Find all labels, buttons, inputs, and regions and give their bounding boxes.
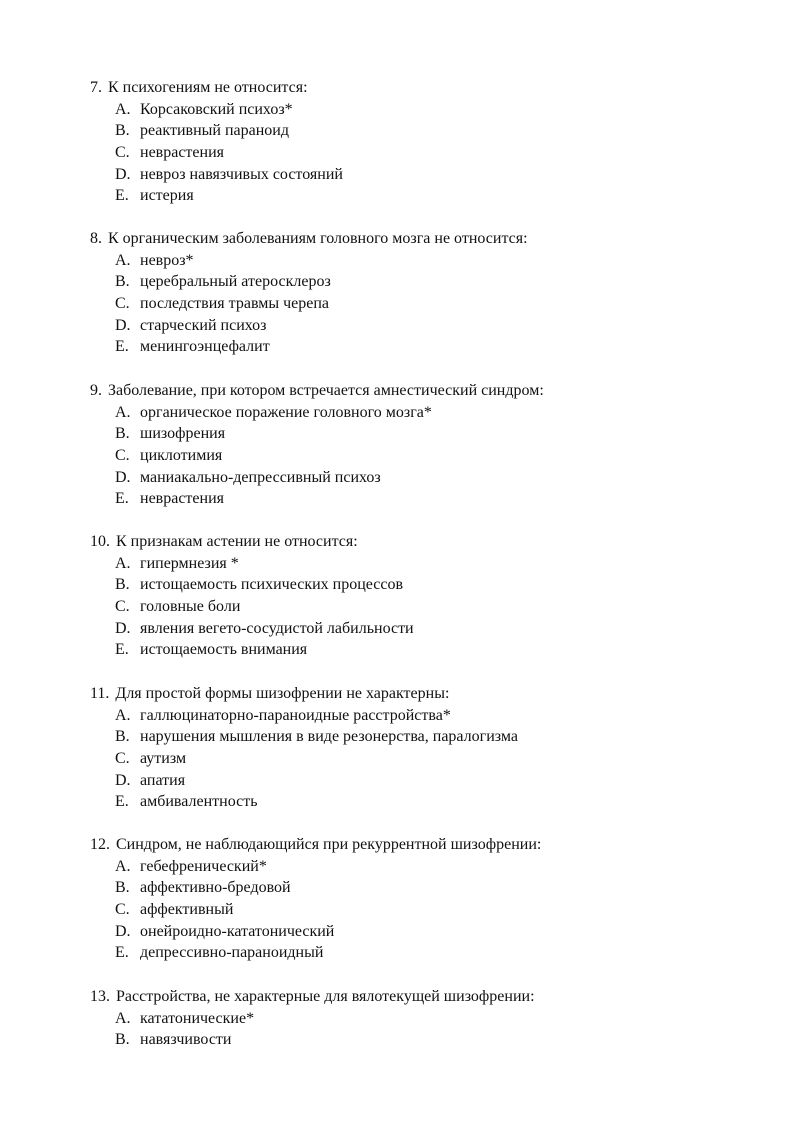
option-letter: A. — [115, 706, 131, 724]
question-text — [90, 380, 544, 402]
option-a — [115, 553, 414, 575]
option-text: последствия травмы черепа — [140, 295, 330, 313]
question-number: 9. — [90, 382, 102, 399]
option-e — [115, 488, 432, 510]
option-letter: B. — [115, 122, 130, 140]
option-letter: E. — [115, 641, 129, 659]
option-text: менингоэнцефалит — [140, 338, 270, 356]
option-text: амбивалентность — [140, 793, 258, 811]
option-letter: B. — [115, 1031, 130, 1049]
option-letter: A. — [115, 403, 131, 421]
option-letter: C. — [115, 295, 130, 313]
options-list — [115, 99, 343, 207]
question-text — [90, 531, 358, 553]
option-text: невроз* — [140, 251, 194, 269]
option-text: галлюцинаторно-параноидные расстройства* — [140, 706, 451, 724]
option-letter: D. — [115, 165, 131, 183]
question-text — [90, 834, 541, 856]
option-text: органическое поражение головного мозга* — [140, 403, 432, 421]
option-e — [115, 336, 331, 358]
option-text: явления вегето-сосудистой лабильности — [140, 619, 414, 637]
option-text: онейроидно-кататонический — [140, 922, 335, 940]
option-letter: E. — [115, 187, 129, 205]
option-letter: D. — [115, 619, 131, 637]
question-number: 13. — [90, 988, 110, 1005]
option-text: Корсаковский психоз* — [140, 100, 293, 118]
option-b — [115, 120, 343, 142]
option-letter: A. — [115, 857, 131, 875]
option-text: аутизм — [140, 750, 187, 768]
option-letter: E. — [115, 490, 129, 508]
option-letter: C. — [115, 447, 130, 465]
question-number: 11. — [90, 685, 110, 702]
option-text: реактивный параноид — [140, 122, 289, 140]
option-c — [115, 293, 331, 315]
option-letter: D. — [115, 922, 131, 940]
option-a — [115, 705, 518, 727]
question-stem: Синдром, не наблюдающийся при рекуррентной шизофрении: — [116, 836, 542, 853]
option-text: истерия — [140, 187, 194, 205]
option-b — [115, 271, 331, 293]
option-a — [115, 402, 432, 424]
option-letter: E. — [115, 793, 129, 811]
question-text — [90, 77, 308, 99]
option-text: неврастения — [140, 490, 224, 508]
option-text: депрессивно-параноидный — [140, 944, 324, 962]
option-letter: D. — [115, 316, 131, 334]
question-stem: К признакам астении не относится: — [116, 533, 358, 550]
option-letter: C. — [115, 901, 130, 919]
option-c — [115, 596, 414, 618]
option-letter: A. — [115, 554, 131, 572]
option-letter: B. — [115, 425, 130, 443]
option-letter: C. — [115, 598, 130, 616]
question-number: 8. — [90, 230, 102, 247]
options-list — [115, 856, 334, 964]
question-number: 7. — [90, 79, 102, 96]
option-d — [115, 618, 414, 640]
option-b — [115, 726, 518, 748]
option-text: истощаемость внимания — [140, 641, 308, 659]
option-text: навязчивости — [140, 1031, 232, 1049]
option-d — [115, 770, 518, 792]
option-letter: B. — [115, 728, 130, 746]
question-stem: К органическим заболеваниям головного мозга не относится: — [108, 230, 528, 247]
option-text: шизофрения — [140, 425, 226, 443]
question-text — [90, 228, 528, 250]
option-text: аффективно-бредовой — [140, 879, 291, 897]
option-d — [115, 921, 334, 943]
option-a — [115, 250, 331, 272]
option-letter: E. — [115, 944, 129, 962]
options-list — [115, 705, 518, 813]
option-b — [115, 574, 414, 596]
option-d — [115, 315, 331, 337]
option-text: гебефренический* — [140, 857, 267, 875]
option-letter: D. — [115, 771, 131, 789]
options-list — [115, 402, 432, 510]
option-e — [115, 942, 334, 964]
option-text: маниакально-депрессивный психоз — [140, 468, 381, 486]
option-letter: C. — [115, 144, 130, 162]
question-text — [90, 683, 449, 705]
option-e — [115, 791, 518, 813]
option-text: истощаемость психических процессов — [140, 576, 404, 594]
question-stem: К психогениям не относится: — [108, 79, 308, 96]
options-list — [115, 250, 331, 358]
option-e — [115, 185, 343, 207]
question-stem: Для простой формы шизофрении не характерны: — [115, 685, 450, 702]
option-a — [115, 1008, 254, 1030]
option-letter: B. — [115, 273, 130, 291]
question-text — [90, 986, 535, 1008]
option-b — [115, 877, 334, 899]
option-text: нарушения мышления в виде резонерства, паралогизма — [140, 728, 518, 746]
option-letter: A. — [115, 1009, 131, 1027]
option-text: циклотимия — [140, 447, 223, 465]
option-letter: C. — [115, 750, 130, 768]
option-d — [115, 467, 432, 489]
option-letter: A. — [115, 251, 131, 269]
question-stem: Заболевание, при котором встречается амнестический синдром: — [108, 382, 544, 399]
question-stem: Расстройства, не характерные для вялотекущей шизофрении: — [116, 988, 535, 1005]
option-b — [115, 1029, 254, 1051]
question-number: 10. — [90, 533, 110, 550]
option-text: апатия — [140, 771, 186, 789]
question-number: 12. — [90, 836, 110, 853]
option-text: церебральный атеросклероз — [140, 273, 331, 291]
option-text: гипермнезия * — [140, 554, 239, 572]
option-text: невроз навязчивых состояний — [140, 165, 343, 183]
option-text: головные боли — [140, 598, 241, 616]
option-c — [115, 899, 334, 921]
options-list — [115, 1008, 254, 1051]
option-c — [115, 142, 343, 164]
option-c — [115, 748, 518, 770]
option-letter: B. — [115, 879, 130, 897]
option-a — [115, 856, 334, 878]
option-letter: A. — [115, 100, 131, 118]
option-text: кататонические* — [140, 1009, 255, 1027]
option-c — [115, 445, 432, 467]
option-a — [115, 99, 343, 121]
option-e — [115, 639, 414, 661]
option-text: старческий психоз — [140, 316, 267, 334]
option-letter: D. — [115, 468, 131, 486]
option-letter: B. — [115, 576, 130, 594]
options-list — [115, 553, 414, 661]
option-d — [115, 164, 343, 186]
option-text: неврастения — [140, 144, 224, 162]
option-letter: E. — [115, 338, 129, 356]
option-text: аффективный — [140, 901, 234, 919]
option-b — [115, 423, 432, 445]
